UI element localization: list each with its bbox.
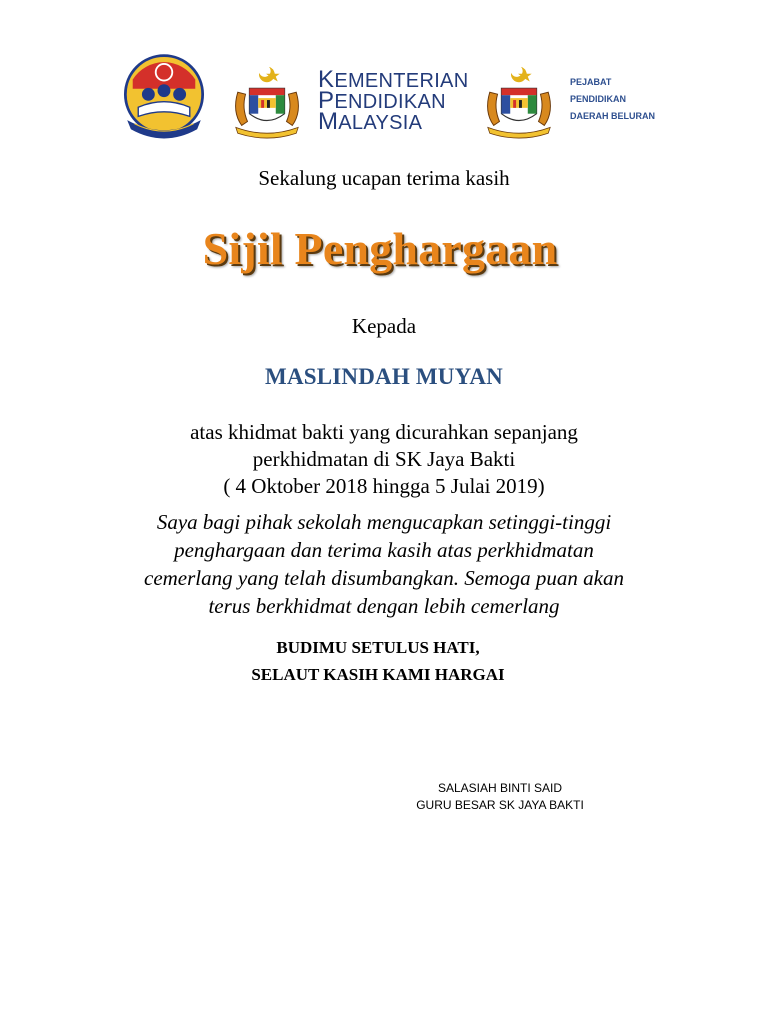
signatory-name: SALASIAH BINTI SAID [437, 781, 563, 795]
ministry-wordmark [318, 66, 469, 135]
motto-line: SELAUT KASIH KAMI HARGAI [251, 665, 505, 684]
signatory-position: GURU BESAR SK JAYA BAKTI [416, 798, 584, 812]
ministry-line-1: KEMENTERIAN [318, 66, 469, 93]
ministry-line-3: MALAYSIA [318, 108, 423, 135]
motto-line: BUDIMU SETULUS HATI, [276, 638, 480, 657]
district-line-2: PENDIDIKAN [570, 94, 627, 104]
service-line: perkhidmatan di SK Jaya Bakti [252, 447, 516, 471]
school-crest-logo-icon [118, 52, 210, 144]
appreciation-message [0, 508, 768, 620]
district-line-3: DAERAH BELURAN [570, 111, 655, 121]
message-line: cemerlang yang telah disumbangkan. Semoga puan akan [144, 566, 624, 590]
malaysia-coat-of-arms-icon [228, 62, 306, 142]
service-line: ( 4 Oktober 2018 hingga 5 Julai 2019) [223, 474, 545, 498]
service-statement [0, 419, 768, 500]
district-line-1: PEJABAT [570, 77, 612, 87]
malaysia-coat-of-arms-icon [480, 62, 558, 142]
to-label: Kepada [351, 314, 417, 338]
message-line: terus berkhidmat dengan lebih cemerlang [208, 594, 560, 618]
district-office-wordmark [570, 74, 655, 125]
recipient-name: MASLINDAH MUYAN [265, 364, 503, 389]
ministry-line-2: PENDIDIKAN [318, 87, 446, 114]
certificate-title: Sijil Penghargaan [202, 223, 558, 274]
greeting-text: Sekalung ucapan terima kasih [258, 166, 510, 190]
service-line: atas khidmat bakti yang dicurahkan sepanjang [190, 420, 578, 444]
message-line: penghargaan dan terima kasih atas perkhidmatan [174, 538, 594, 562]
motto [0, 634, 762, 688]
header-logos [0, 48, 768, 148]
message-line: Saya bagi pihak sekolah mengucapkan setinggi-tinggi [156, 510, 612, 534]
signature-block [400, 780, 600, 814]
